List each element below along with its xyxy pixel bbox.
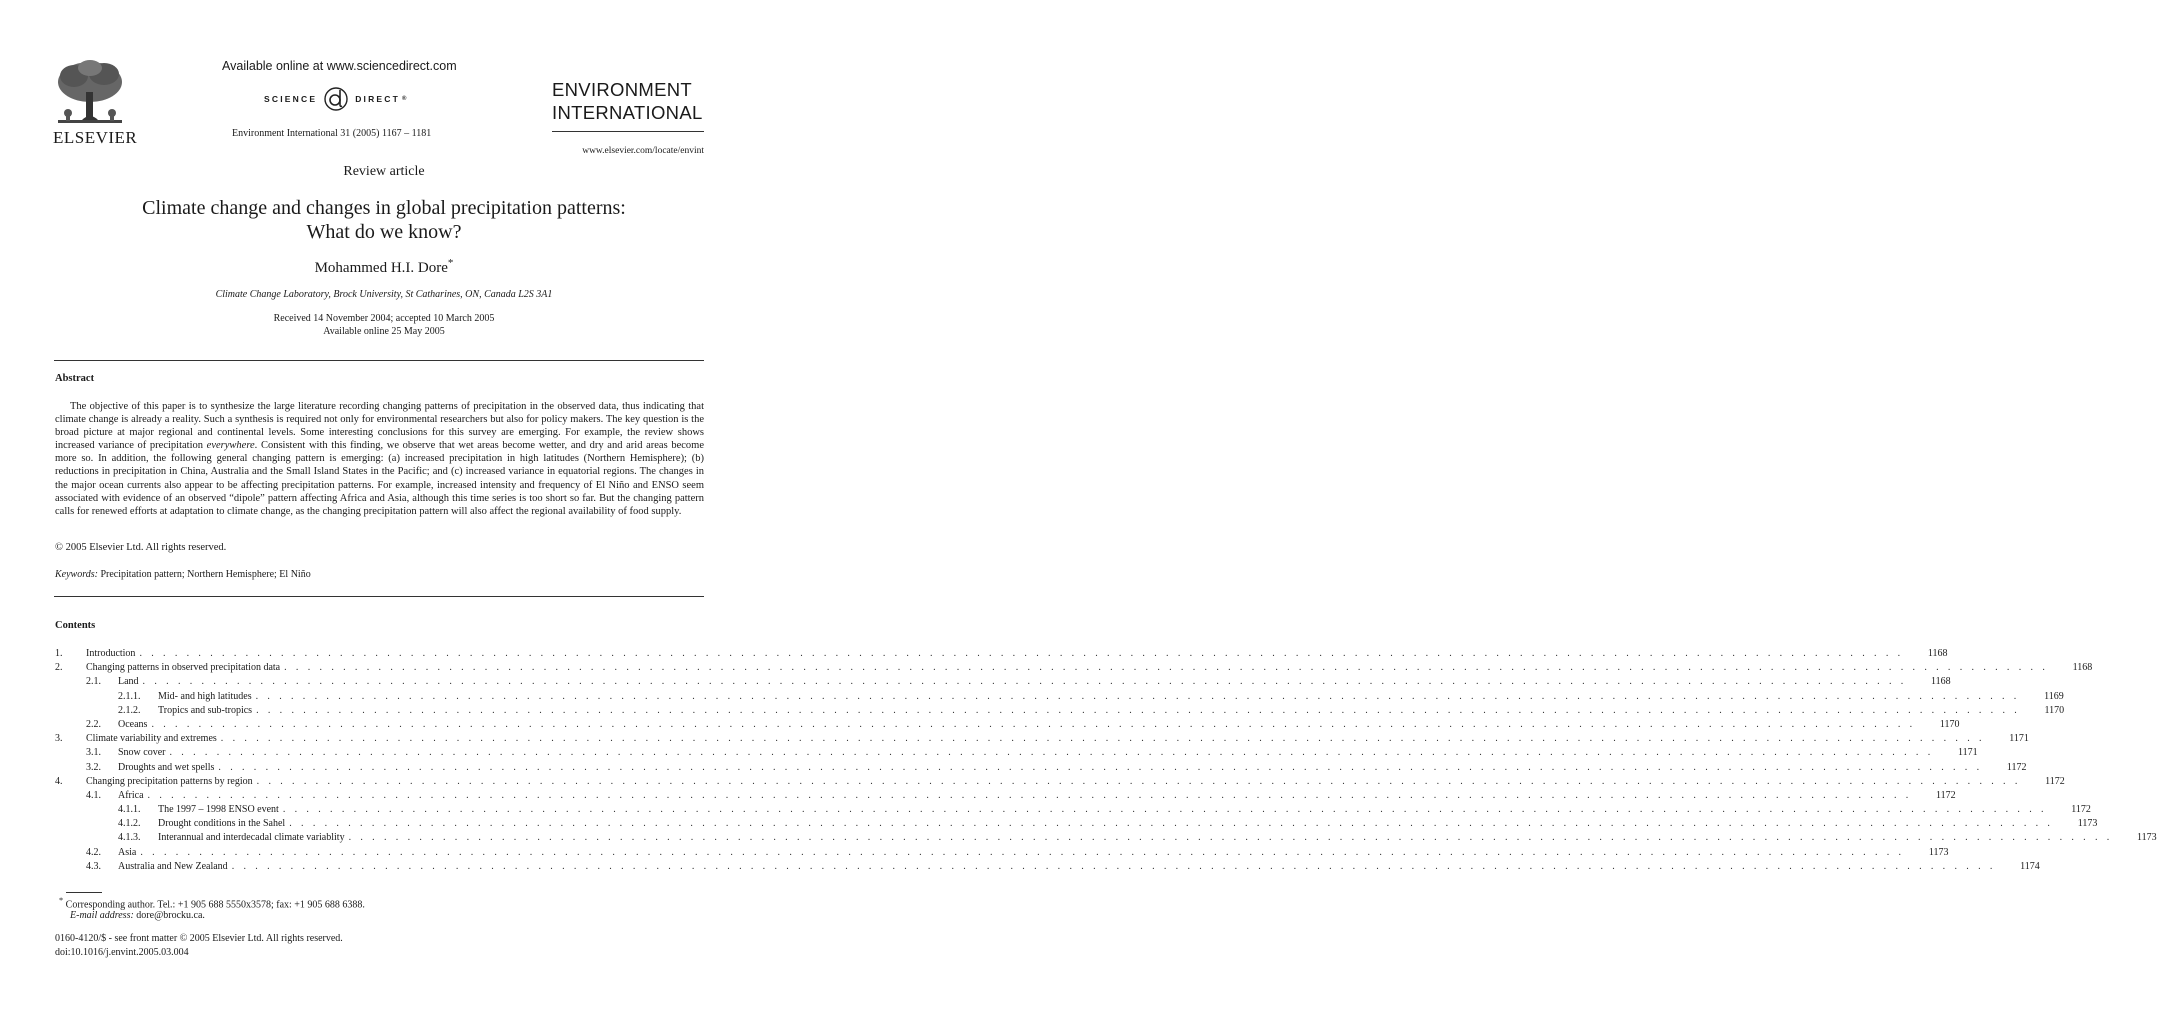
corresponding-mark: *: [59, 896, 64, 905]
toc-item[interactable]: [55, 775, 2065, 789]
toc-item-label: Introduction: [86, 648, 136, 659]
toc-item-page: 1173: [2137, 832, 2157, 844]
author: [0, 257, 768, 277]
toc-leader-dots: . . . . . . . . . . . . . . . . . . . . . . . . . . . . . . . . . . . . . . . . . . . . . . . . . . . . . . . . . . . . . . . . . . . . . . . . . . . . . . . . . . . . . . . . . . . . . . . . . . . . . . . . . . . . . . . . . . . . . . . . . . . . . . . . . . . . . . . . . . . . . . . . . . . . . .: [140, 846, 1905, 858]
toc-item-number: 2.2.: [86, 718, 101, 730]
toc-item[interactable]: [55, 718, 1960, 732]
toc-item-number: 4.1.: [86, 789, 101, 801]
toc-item-page: 1172: [2045, 775, 2065, 787]
journal-url[interactable]: www.elsevier.com/locate/envint: [582, 146, 704, 156]
toc-leader-dots: . . . . . . . . . . . . . . . . . . . . . . . . . . . . . . . . . . . . . . . . . . . . . . . . . . . . . . . . . . . . . . . . . . . . . . . . . . . . . . . . . . . . . . . . . . . . . . . . . . . . . . . . . . . . . . . . . . . . . . . . . . . . . . . . . . . . . . . . . . . . . . . . . . . . . .: [256, 704, 2021, 716]
toc-item[interactable]: [55, 803, 2091, 817]
email-note: [70, 910, 205, 921]
abstract-part2: . Consistent with this finding, we observe that wet areas become wetter, and dry and arid areas become more so. In addition, the following general changing pattern is emerging: (a) increased precipitation in high latitudes (Northern Hemisphere); (b) reductions in precipitation in China, Australia and the Small Island States in the Pacific; and (c) increased variance in equatorial regions. The changes in the major ocean currents also appear to be affecting precipitation patterns. For example, increased intensity and frequency of El Niño and ENSO seem associated with evidence of an observed “dipole” pattern affecting Africa and Asia, although this time series is too short so far. But the changing pattern calls for renewed efforts at adaptation to climate change, as the changing precipitation pattern will also affect the regional availability of food supply.: [55, 440, 704, 517]
toc-leader-dots: . . . . . . . . . . . . . . . . . . . . . . . . . . . . . . . . . . . . . . . . . . . . . . . . . . . . . . . . . . . . . . . . . . . . . . . . . . . . . . . . . . . . . . . . . . . . . . . . . . . . . . . . . . . . . . . . . . . . . . . . . . . . . . . . . . . . . . . . . . . . . . . . . . . . . .: [284, 662, 2049, 674]
publisher-name: ELSEVIER: [53, 128, 138, 147]
toc-item-number: 2.1.1.: [118, 690, 141, 702]
journal-name-line1: ENVIRONMENT: [552, 79, 692, 100]
sciencedirect-registered-mark: ®: [402, 96, 409, 102]
toc-item-page: 1172: [1936, 789, 1956, 801]
header-rule: [552, 131, 704, 132]
toc-item[interactable]: [55, 647, 1948, 661]
toc-leader-dots: . . . . . . . . . . . . . . . . . . . . . . . . . . . . . . . . . . . . . . . . . . . . . . . . . . . . . . . . . . . . . . . . . . . . . . . . . . . . . . . . . . . . . . . . . . . . . . . . . . . . . . . . . . . . . . . . . . . . . . . . . . . . . . . . . . . . . . . . . . . . . . . . . . . . . .: [220, 733, 1985, 745]
toc-item-number: 3.2.: [86, 761, 101, 773]
sciencedirect-left: SCIENCE: [264, 94, 318, 104]
toc-item-label: Asia: [118, 846, 137, 858]
available-online-text: Available online at www.sciencedirect.com: [222, 59, 457, 73]
toc-item-page: 1173: [1928, 846, 1949, 858]
abstract-part1: The objective of this paper is to synthesize the large literature recording changing patterns of precipitation in the observed data, thus indicating that climate change is already a reality. Such a synthesis is required not only for environmental researchers but also for policy makers. The key question is the broad picture at major regional and continental levels. Some interesting conclusions for this survey are emerging. For example, the review shows increased variance of precipitation: [55, 401, 704, 452]
toc-item-page: 1170: [1939, 718, 1960, 730]
toc-item-page: 1174: [2020, 860, 2040, 872]
toc-item-label: Australia and New Zealand: [118, 860, 228, 872]
keywords-label: Keywords:: [55, 569, 98, 580]
toc-item[interactable]: [55, 831, 2157, 845]
affiliation: Climate Change Laboratory, Brock University, St Catharines, ON, Canada L2S 3A1: [215, 289, 553, 300]
toc-leader-dots: . . . . . . . . . . . . . . . . . . . . . . . . . . . . . . . . . . . . . . . . . . . . . . . . . . . . . . . . . . . . . . . . . . . . . . . . . . . . . . . . . . . . . . . . . . . . . . . . . . . . . . . . . . . . . . . . . . . . . . . . . . . . . . . . . . . . . . . . . . . . . . . . . . . . . .: [147, 789, 1912, 801]
toc-item-page: 1172: [2006, 761, 2027, 773]
toc-item-label: Tropics and sub-tropics: [158, 704, 253, 716]
toc-item-number: 2.1.2.: [118, 704, 141, 716]
abstract-emphasis: everywhere: [206, 440, 255, 452]
toc-item-page: 1169: [2044, 690, 2064, 702]
toc-item[interactable]: [55, 675, 1951, 689]
toc-item-page: 1172: [2071, 804, 2091, 816]
toc-leader-dots: . . . . . . . . . . . . . . . . . . . . . . . . . . . . . . . . . . . . . . . . . . . . . . . . . . . . . . . . . . . . . . . . . . . . . . . . . . . . . . . . . . . . . . . . . . . . . . . . . . . . . . . . . . . . . . . . . . . . . . . . . . . . . . . . . . . . . . . . . . . . . . . . . . . . . .: [231, 860, 1996, 872]
toc-leader-dots: . . . . . . . . . . . . . . . . . . . . . . . . . . . . . . . . . . . . . . . . . . . . . . . . . . . . . . . . . . . . . . . . . . . . . . . . . . . . . . . . . . . . . . . . . . . . . . . . . . . . . . . . . . . . . . . . . . . . . . . . . . . . . . . . . . . . . . . . . . . . . . . . . . . . . .: [255, 690, 2020, 702]
abstract-text: [55, 400, 704, 518]
keywords-text: Precipitation pattern; Northern Hemisphere; El Niño: [100, 569, 311, 580]
toc-item-label: Changing patterns in observed precipitation data: [86, 662, 281, 674]
toc-item-page: 1173: [2077, 818, 2098, 830]
toc-leader-dots: . . . . . . . . . . . . . . . . . . . . . . . . . . . . . . . . . . . . . . . . . . . . . . . . . . . . . . . . . . . . . . . . . . . . . . . . . . . . . . . . . . . . . . . . . . . . . . . . . . . . . . . . . . . . . . . . . . . . . . . . . . . . . . . . . . . . . . . . . . . . . . . . . . . . . .: [169, 747, 1934, 759]
abstract-copyright: © 2005 Elsevier Ltd. All rights reserved.: [55, 542, 227, 553]
toc-leader-dots: . . . . . . . . . . . . . . . . . . . . . . . . . . . . . . . . . . . . . . . . . . . . . . . . . . . . . . . . . . . . . . . . . . . . . . . . . . . . . . . . . . . . . . . . . . . . . . . . . . . . . . . . . . . . . . . . . . . . . . . . . . . . . . . . . . . . . . . . . . . . . . . . . . . . . .: [151, 718, 1916, 730]
toc-leader-dots: . . . . . . . . . . . . . . . . . . . . . . . . . . . . . . . . . . . . . . . . . . . . . . . . . . . . . . . . . . . . . . . . . . . . . . . . . . . . . . . . . . . . . . . . . . . . . . . . . . . . . . . . . . . . . . . . . . . . . . . . . . . . . . . . . . . . . . . . . . . . . . . . . . . . . .: [139, 648, 1904, 659]
toc-item-number: 4.3.: [86, 860, 101, 872]
contents-heading: Contents: [55, 620, 96, 631]
corresponding-text: Corresponding author. Tel.: +1 905 688 5550x3578; fax: +1 905 688 6388.: [65, 899, 365, 911]
toc-item-number: 4.: [55, 775, 63, 787]
toc-item-page: 1168: [2072, 662, 2093, 674]
toc-leader-dots: . . . . . . . . . . . . . . . . . . . . . . . . . . . . . . . . . . . . . . . . . . . . . . . . . . . . . . . . . . . . . . . . . . . . . . . . . . . . . . . . . . . . . . . . . . . . . . . . . . . . . . . . . . . . . . . . . . . . . . . . . . . . . . . . . . . . . . . . . . . . . . . . . . . . . .: [218, 761, 1983, 773]
author-footnote-mark[interactable]: *: [447, 257, 454, 269]
toc-item-label: Mid- and high latitudes: [158, 690, 252, 702]
toc-item[interactable]: [55, 732, 2029, 746]
email-address[interactable]: dore@brocku.ca.: [136, 910, 205, 921]
toc-item[interactable]: [55, 661, 2093, 675]
toc-item-label: The 1997 – 1998 ENSO event: [158, 804, 279, 816]
toc-item-number: 4.1.2.: [118, 818, 141, 830]
toc-item[interactable]: [55, 789, 1956, 803]
toc-item-number: 4.2.: [86, 846, 101, 858]
abstract-heading: Abstract: [55, 373, 95, 384]
toc-item[interactable]: [55, 690, 2064, 704]
toc-item-label: Snow cover: [118, 747, 166, 759]
contents-divider: [54, 596, 704, 597]
toc-item[interactable]: [55, 817, 2098, 831]
journal-name-line2: INTERNATIONAL: [552, 102, 703, 123]
email-label: E-mail address:: [70, 910, 134, 921]
toc-leader-dots: . . . . . . . . . . . . . . . . . . . . . . . . . . . . . . . . . . . . . . . . . . . . . . . . . . . . . . . . . . . . . . . . . . . . . . . . . . . . . . . . . . . . . . . . . . . . . . . . . . . . . . . . . . . . . . . . . . . . . . . . . . . . . . . . . . . . . . . . . . . . . . . . . . . . . .: [348, 832, 2113, 844]
toc-leader-dots: . . . . . . . . . . . . . . . . . . . . . . . . . . . . . . . . . . . . . . . . . . . . . . . . . . . . . . . . . . . . . . . . . . . . . . . . . . . . . . . . . . . . . . . . . . . . . . . . . . . . . . . . . . . . . . . . . . . . . . . . . . . . . . . . . . . . . . . . . . . . . . . . . . . . . .: [256, 775, 2021, 787]
front-matter: 0160-4120/$ - see front matter © 2005 Elsevier Ltd. All rights reserved.: [55, 933, 343, 944]
toc-item[interactable]: [55, 846, 1949, 860]
toc-item-label: Land: [118, 676, 139, 688]
doi[interactable]: doi:10.1016/j.envint.2005.03.004: [55, 947, 189, 958]
toc-item-page: 1170: [2044, 704, 2065, 716]
toc-item[interactable]: [55, 860, 2040, 874]
toc-leader-dots: . . . . . . . . . . . . . . . . . . . . . . . . . . . . . . . . . . . . . . . . . . . . . . . . . . . . . . . . . . . . . . . . . . . . . . . . . . . . . . . . . . . . . . . . . . . . . . . . . . . . . . . . . . . . . . . . . . . . . . . . . . . . . . . . . . . . . . . . . . . . . . . . . . . . . .: [142, 676, 1907, 688]
article-type: Review article: [343, 164, 425, 179]
journal-citation: Environment International 31 (2005) 1167 – 1181: [232, 128, 432, 139]
toc-item-number: 4.1.1.: [118, 804, 141, 816]
toc-leader-dots: . . . . . . . . . . . . . . . . . . . . . . . . . . . . . . . . . . . . . . . . . . . . . . . . . . . . . . . . . . . . . . . . . . . . . . . . . . . . . . . . . . . . . . . . . . . . . . . . . . . . . . . . . . . . . . . . . . . . . . . . . . . . . . . . . . . . . . . . . . . . . . . . . . . . . .: [282, 804, 2047, 816]
toc-item-label: Changing precipitation patterns by region: [86, 775, 253, 787]
top-divider: [54, 360, 704, 361]
toc-item-label: Oceans: [118, 718, 148, 730]
received-dates: Received 14 November 2004; accepted 10 March 2005: [273, 313, 495, 324]
toc-item[interactable]: [55, 761, 2027, 775]
sciencedirect-right: DIRECT: [355, 94, 401, 104]
journal-name: [552, 78, 703, 124]
toc-item-number: 1.: [55, 648, 63, 659]
toc-item-number: 2.1.: [86, 676, 101, 688]
sciencedirect-logo: [264, 86, 409, 112]
toc-item-label: Interannual and interdecadal climate variablity: [158, 832, 345, 844]
toc-item-page: 1171: [1957, 747, 1978, 759]
toc-item-number: 3.: [55, 733, 63, 745]
toc-leader-dots: . . . . . . . . . . . . . . . . . . . . . . . . . . . . . . . . . . . . . . . . . . . . . . . . . . . . . . . . . . . . . . . . . . . . . . . . . . . . . . . . . . . . . . . . . . . . . . . . . . . . . . . . . . . . . . . . . . . . . . . . . . . . . . . . . . . . . . . . . . . . . . . . . . . . . .: [289, 818, 2054, 830]
toc-item-number: 4.1.3.: [118, 832, 141, 844]
keywords: [55, 569, 311, 580]
toc-item-label: Drought conditions in the Sahel: [158, 818, 286, 830]
article-title-line2: What do we know?: [306, 221, 462, 243]
table-of-contents: [55, 647, 2157, 874]
toc-item[interactable]: [55, 704, 2065, 718]
author-name: Mohammed H.I. Dore: [314, 260, 448, 276]
online-date: Available online 25 May 2005: [323, 326, 445, 337]
corresponding-author-note: [59, 896, 365, 910]
toc-item-page: 1171: [2009, 733, 2029, 745]
toc-item-label: Droughts and wet spells: [118, 761, 215, 773]
sciencedirect-at-icon: [323, 86, 349, 112]
toc-item-page: 1168: [1927, 648, 1948, 659]
toc-item-page: 1168: [1931, 676, 1951, 688]
article-title: [0, 196, 768, 244]
toc-item[interactable]: [55, 746, 1978, 760]
toc-item-label: Climate variability and extremes: [86, 733, 217, 745]
toc-item-label: Africa: [118, 789, 144, 801]
footnote-rule: [66, 892, 102, 893]
toc-item-number: 2.: [55, 662, 63, 674]
toc-item-number: 3.1.: [86, 747, 101, 759]
article-title-line1: Climate change and changes in global precipitation patterns:: [142, 197, 626, 219]
